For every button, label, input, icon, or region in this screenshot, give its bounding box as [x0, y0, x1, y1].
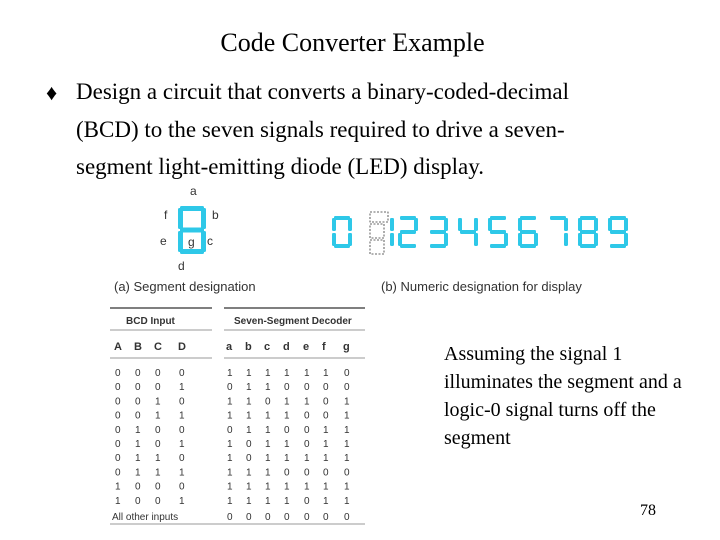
table-cell: 1 — [265, 495, 271, 507]
table-cell: 1 — [246, 481, 252, 493]
table-cell: 1 — [246, 396, 252, 408]
numeral-8 — [578, 216, 598, 248]
table-cell: 0 — [115, 410, 121, 422]
table-cell: 1 — [265, 382, 271, 394]
table-cell: 1 — [304, 481, 310, 493]
numeral-display — [328, 210, 628, 262]
table-cell: 1 — [323, 424, 329, 436]
table-cell: 1 — [227, 368, 233, 379]
table-cell: 0 — [323, 396, 329, 408]
column-header-B: B — [134, 341, 142, 353]
table-cell: 0 — [304, 424, 310, 436]
diamond-bullet-icon: ♦ — [46, 80, 58, 105]
table-cell: 1 — [227, 453, 233, 465]
table-cell: 1 — [179, 495, 185, 507]
table-cell: 1 — [246, 495, 252, 507]
caption-numeric-designation: (b) Numeric designation for display — [381, 279, 582, 294]
table-cell: 1 — [179, 382, 185, 394]
table-cell: 0 — [179, 453, 185, 465]
seven-segment-decoder-header: Seven-Segment Decoder — [234, 316, 352, 327]
table-cell: 1 — [246, 410, 252, 422]
segment-b — [201, 208, 206, 229]
column-header-e: e — [303, 341, 310, 353]
table-cell: 0 — [155, 424, 161, 436]
segment-c — [201, 231, 206, 252]
table-cell: 0 — [304, 410, 310, 422]
numeral-6 — [518, 216, 538, 248]
table-cell: 0 — [344, 368, 350, 379]
caption-segment-designation: (a) Segment designation — [114, 279, 256, 294]
table-cell: 1 — [304, 368, 310, 379]
bullet-line-3: segment light-emitting diode (LED) display. — [76, 154, 484, 179]
truth-table-grid — [110, 302, 370, 528]
table-cell: 1 — [304, 396, 310, 408]
table-cell: 0 — [115, 453, 121, 465]
table-cell: 0 — [115, 467, 121, 479]
table-cell: 0 — [155, 439, 161, 450]
numeral-2 — [398, 216, 418, 248]
bcd-input-header: BCD Input — [126, 316, 175, 327]
table-cell: 1 — [227, 396, 233, 408]
table-cell: 0 — [323, 410, 329, 422]
all-other-inputs-label: All other inputs — [112, 512, 179, 523]
table-cell: 0 — [135, 410, 141, 422]
table-cell: 0 — [344, 512, 350, 523]
numeric-designation-figure — [328, 210, 628, 262]
table-cell: 1 — [155, 396, 161, 408]
table-cell: 1 — [284, 439, 290, 450]
table-cell: 1 — [265, 439, 271, 450]
table-cell: 1 — [265, 410, 271, 422]
table-cell: 1 — [115, 481, 121, 493]
column-header-b: b — [245, 341, 252, 353]
table-cell: 1 — [246, 368, 252, 379]
table-cell: 0 — [179, 481, 185, 493]
table-cell: 0 — [227, 382, 233, 394]
table-cell: 0 — [246, 439, 252, 450]
segment-d — [180, 249, 204, 254]
table-cell: 1 — [284, 410, 290, 422]
table-cell: 1 — [344, 439, 350, 450]
table-cell: 0 — [135, 481, 141, 493]
table-cell: 0 — [284, 467, 290, 479]
segment-designation-figure — [150, 184, 230, 276]
table-cell: 1 — [344, 410, 350, 422]
table-cell: 0 — [323, 467, 329, 479]
table-cell: 1 — [227, 410, 233, 422]
table-cell: 1 — [284, 368, 290, 379]
table-cell: 0 — [344, 382, 350, 394]
column-header-a: a — [226, 341, 233, 353]
table-cell: 1 — [265, 467, 271, 479]
table-cell: 0 — [155, 368, 161, 379]
table-cell: 1 — [265, 424, 271, 436]
table-cell: 1 — [284, 396, 290, 408]
column-header-d: d — [283, 341, 290, 353]
segment-a — [180, 206, 204, 211]
column-header-C: C — [154, 341, 162, 353]
table-cell: 1 — [155, 453, 161, 465]
table-cell: 1 — [284, 481, 290, 493]
table-cell: 1 — [304, 453, 310, 465]
segment-label-a: a — [190, 184, 197, 198]
table-cell: 0 — [304, 439, 310, 450]
table-cell: 1 — [179, 467, 185, 479]
table-cell: 0 — [155, 382, 161, 394]
numeral-9 — [608, 216, 628, 248]
table-cell: 1 — [344, 453, 350, 465]
table-cell: 0 — [265, 512, 271, 523]
table-cell: 1 — [155, 467, 161, 479]
page-number: 78 — [640, 502, 656, 519]
table-cell: 1 — [265, 453, 271, 465]
bullet-line-1: Design a circuit that converts a binary-coded-decimal — [76, 79, 570, 104]
segment-f — [178, 208, 183, 229]
table-cell: 0 — [284, 512, 290, 523]
table-cell: 0 — [115, 424, 121, 436]
table-cell: 0 — [284, 424, 290, 436]
segment-g — [180, 228, 204, 233]
table-cell: 0 — [227, 512, 233, 523]
table-cell: 1 — [323, 368, 329, 379]
table-cell: 0 — [304, 512, 310, 523]
table-cell: 0 — [115, 382, 121, 394]
segment-label-f: f — [164, 208, 168, 222]
segment-label-e: e — [160, 234, 167, 248]
segment-label-c: c — [207, 234, 213, 248]
table-cell: 0 — [155, 495, 161, 507]
table-cell: 1 — [284, 453, 290, 465]
table-cell: 1 — [227, 467, 233, 479]
table-cell: 1 — [323, 453, 329, 465]
table-cell: 1 — [246, 424, 252, 436]
segment-label-g: g — [188, 235, 195, 249]
table-cell: 0 — [246, 512, 252, 523]
table-cell: 0 — [115, 439, 121, 450]
bullet-line-2: (BCD) to the seven signals required to drive a seven- — [76, 117, 565, 142]
table-cell: 0 — [135, 396, 141, 408]
table-cell: 1 — [284, 495, 290, 507]
table-cell: 0 — [227, 424, 233, 436]
table-cell: 1 — [179, 410, 185, 422]
table-cell: 1 — [265, 368, 271, 379]
table-cell: 0 — [135, 382, 141, 394]
table-cell: 1 — [344, 396, 350, 408]
truth-table — [110, 302, 370, 528]
table-cell: 1 — [135, 439, 141, 450]
table-cell: 0 — [135, 368, 141, 379]
table-cell: 1 — [246, 382, 252, 394]
table-cell: 0 — [179, 368, 185, 379]
table-cell: 1 — [323, 495, 329, 507]
table-cell: 1 — [179, 439, 185, 450]
table-cell: 0 — [304, 495, 310, 507]
column-header-f: f — [322, 341, 326, 353]
table-cell: 0 — [265, 396, 271, 408]
table-cell: 0 — [304, 382, 310, 394]
table-cell: 0 — [284, 382, 290, 394]
table-cell: 1 — [265, 481, 271, 493]
numeral-5 — [488, 216, 508, 248]
table-cell: 1 — [227, 495, 233, 507]
table-cell: 0 — [179, 396, 185, 408]
table-cell: 0 — [323, 382, 329, 394]
table-cell: 1 — [323, 481, 329, 493]
table-cell: 1 — [323, 439, 329, 450]
table-cell: 0 — [155, 481, 161, 493]
table-cell: 1 — [344, 495, 350, 507]
numeral-3 — [430, 216, 448, 248]
slide-title: Code Converter Example — [220, 28, 485, 57]
column-header-D: D — [178, 341, 186, 353]
numeral-4 — [458, 218, 478, 246]
segment-label-b: b — [212, 208, 219, 222]
table-cell: 0 — [344, 467, 350, 479]
table-cell: 1 — [344, 424, 350, 436]
table-cell: 0 — [179, 424, 185, 436]
table-cell: 1 — [155, 410, 161, 422]
assumption-note: Assuming the signal 1 illuminates the segment and a logic-0 signal turns off the segment — [444, 343, 682, 449]
column-header-A: A — [114, 341, 122, 353]
table-cell: 1 — [227, 439, 233, 450]
table-cell: 0 — [135, 495, 141, 507]
numeral-0 — [332, 216, 352, 248]
table-cell: 0 — [115, 368, 121, 379]
column-header-c: c — [264, 341, 271, 353]
table-cell: 0 — [323, 512, 329, 523]
table-cell: 1 — [135, 467, 141, 479]
segment-label-d: d — [178, 259, 185, 273]
table-cell: 1 — [344, 481, 350, 493]
table-cell: 0 — [304, 467, 310, 479]
segment-e — [178, 231, 183, 252]
numeral-7 — [550, 216, 568, 246]
column-header-g: g — [343, 341, 350, 353]
table-cell: 0 — [115, 396, 121, 408]
table-cell: 0 — [246, 453, 252, 465]
table-cell: 1 — [135, 424, 141, 436]
table-cell: 1 — [246, 467, 252, 479]
numeral-1 — [390, 218, 394, 246]
table-cell: 1 — [115, 495, 121, 507]
table-cell: 1 — [135, 453, 141, 465]
table-cell: 1 — [227, 481, 233, 493]
